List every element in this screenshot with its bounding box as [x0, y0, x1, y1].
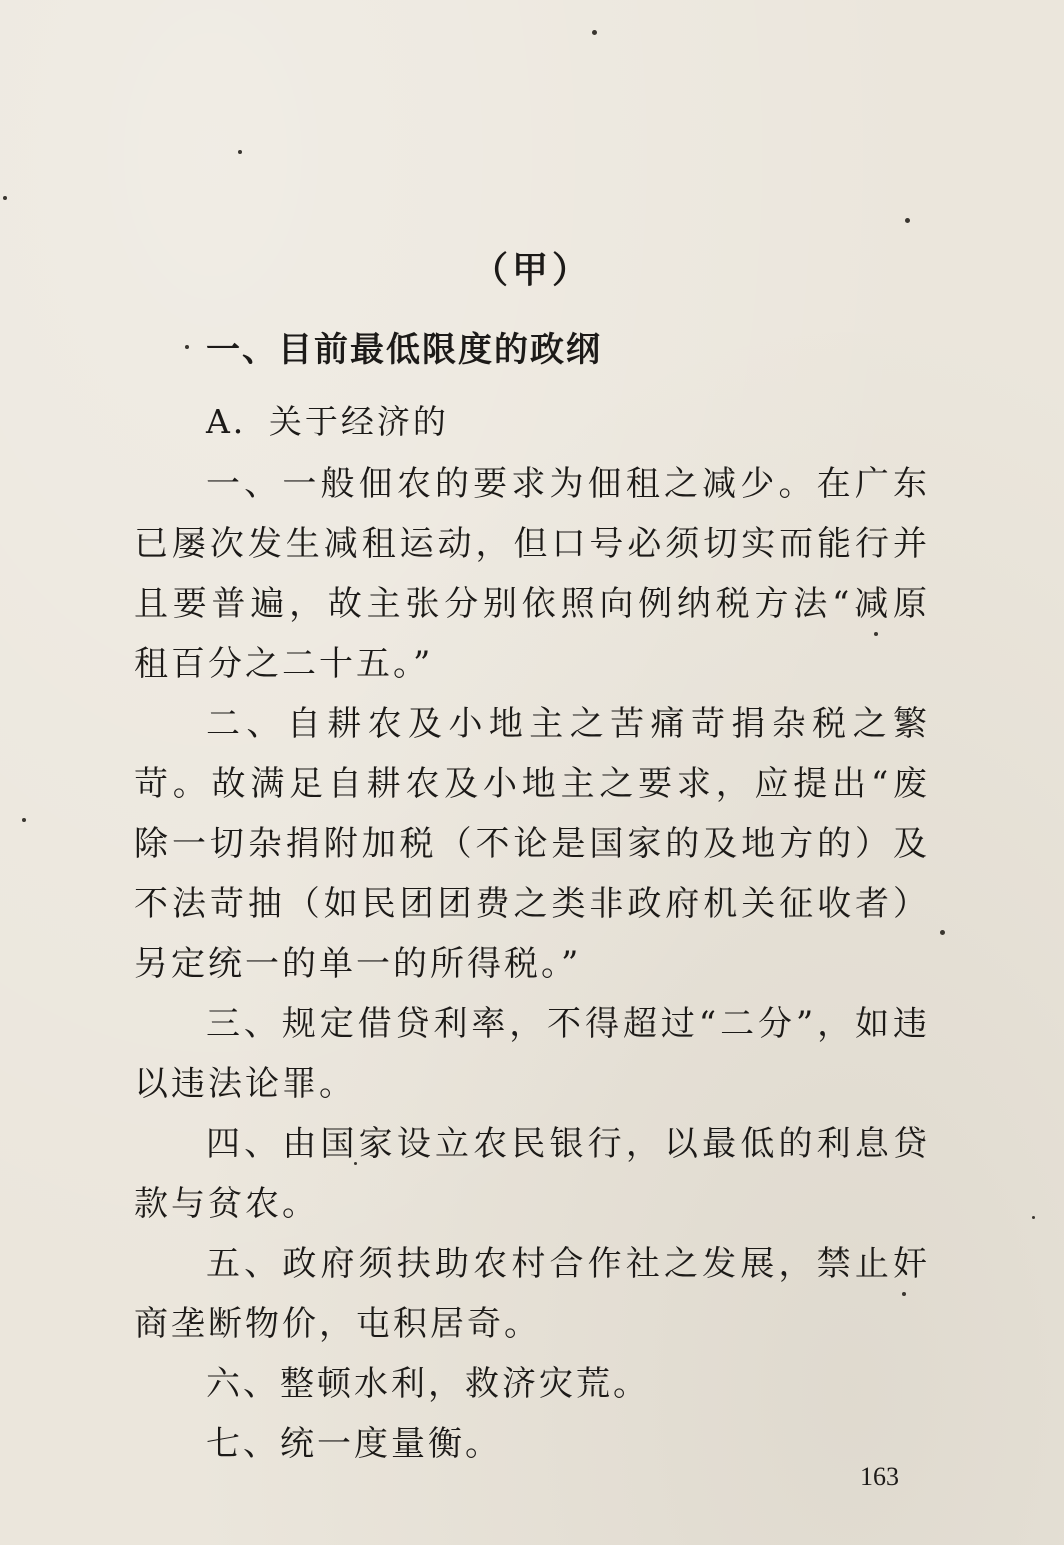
paragraph-item-7: 七、统一度量衡。	[206, 1424, 502, 1464]
paragraph-item-4: 四、由国家设立农民银行，以最低的利息贷款与贫农。	[134, 1124, 930, 1224]
paragraph-item-1: 一、一般佃农的要求为佃租之减少。在广东已屡次发生减租运动，但口号必须切实而能行并且要普遍，故主张分别依照向例纳税方法“减原租百分之二十五。”	[134, 464, 930, 684]
body-text	[134, 454, 930, 1474]
section-mark: （甲）	[471, 249, 592, 291]
paper-speck	[185, 345, 189, 349]
subsection-heading: A．关于经济的	[206, 402, 449, 441]
paragraph-item-6: 六、整顿水利，救济灾荒。	[206, 1364, 650, 1404]
page-number: 163	[860, 1462, 899, 1491]
paper-speck	[940, 930, 945, 935]
paper-speck	[238, 150, 242, 154]
paper-speck	[592, 30, 597, 35]
paper-speck	[3, 196, 7, 200]
paragraph-item-2: 二、自耕农及小地主之苦痛苛捐杂税之繁苛。故满足自耕农及小地主之要求，应提出“废除一切杂捐附加税（不论是国家的及地方的）及不法苛抽（如民团团费之类非政府机关征收者）另定统一的单一的所得税。”	[134, 704, 930, 984]
paper-speck	[1032, 1216, 1035, 1219]
paper-speck	[22, 818, 26, 822]
paragraph-item-5: 五、政府须扶助农村合作社之发展，禁止奸商垄断物价，屯积居奇。	[134, 1244, 930, 1344]
section-heading: 一、目前最低限度的政纲	[206, 330, 602, 370]
paper-speck	[905, 218, 910, 223]
paragraph-item-3: 三、规定借贷利率，不得超过“二分”，如违以违法论罪。	[134, 1004, 930, 1104]
